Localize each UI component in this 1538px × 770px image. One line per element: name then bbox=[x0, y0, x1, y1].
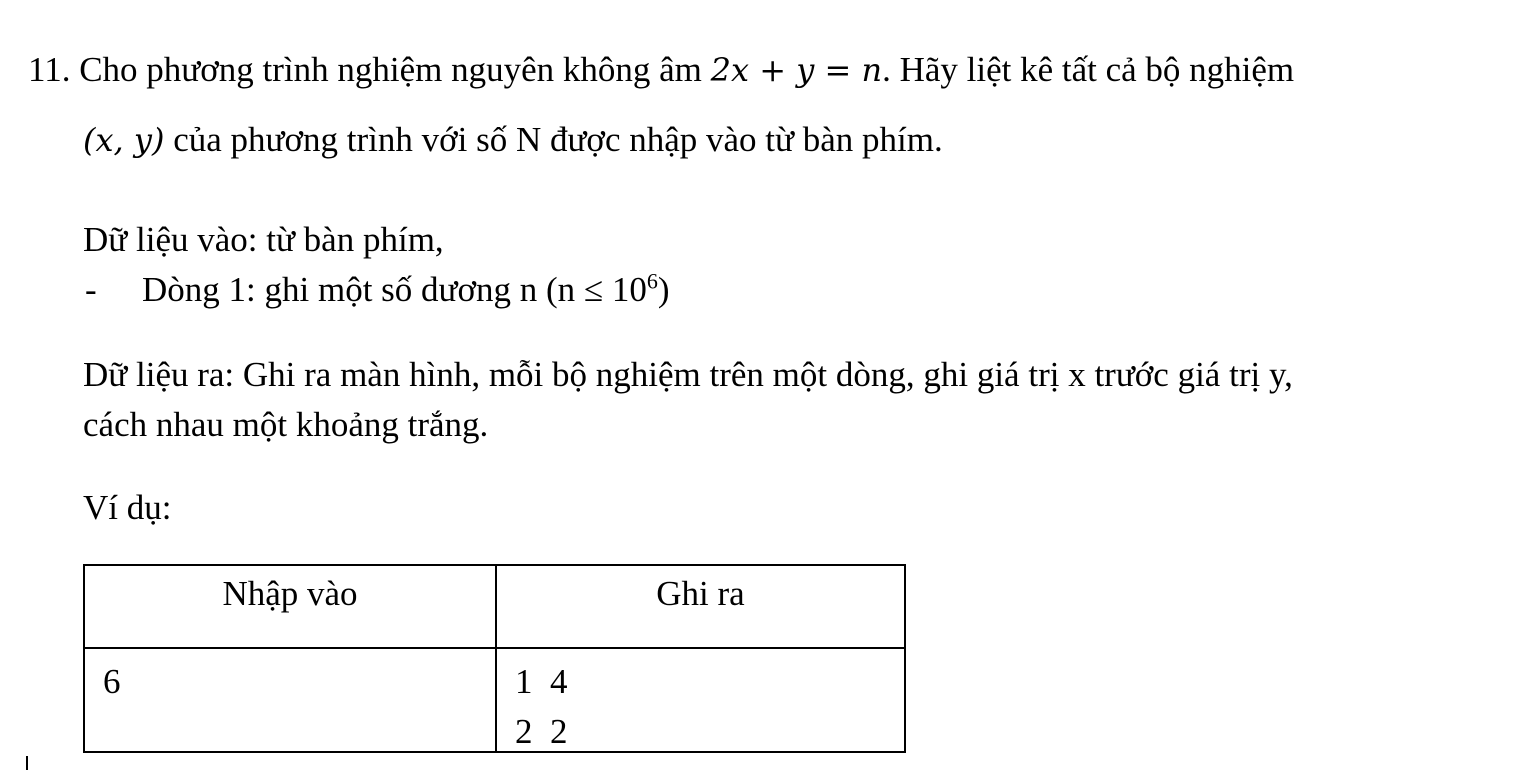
input-bullet-text: Dòng 1: ghi một số dương n (n ≤ 10 bbox=[142, 270, 647, 309]
output-line-1: Dữ liệu ra: Ghi ra màn hình, mỗi bộ nghiệm trên một dòng, ghi giá trị x trước giá trị y, bbox=[83, 355, 1293, 394]
input-column-header: Nhập vào bbox=[222, 574, 358, 613]
input-bullet-close: ) bbox=[657, 270, 670, 309]
input-exponent: 6 bbox=[646, 268, 658, 294]
output-column-header: Ghi ra bbox=[656, 574, 745, 613]
output-line-2-value: 2 2 bbox=[515, 712, 568, 751]
input-heading: Dữ liệu vào: từ bàn phím, bbox=[83, 220, 444, 259]
problem-line-1 bbox=[28, 50, 1294, 90]
output-line-1-value: 1 4 bbox=[515, 662, 568, 701]
solution-pair: (x, y) bbox=[83, 121, 165, 159]
input-bullet bbox=[142, 270, 670, 310]
output-line-2: cách nhau một khoảng trắng. bbox=[83, 405, 489, 444]
equation: 2x + y = n bbox=[710, 51, 883, 89]
text-cursor bbox=[26, 756, 28, 770]
example-table bbox=[83, 564, 906, 753]
output-cell bbox=[497, 649, 904, 751]
problem-number: 11. bbox=[28, 50, 71, 89]
problem-intro-text: Cho phương trình nghiệm nguyên không âm bbox=[79, 50, 711, 89]
bullet-dash: - bbox=[85, 270, 97, 309]
problem-line-2-text: của phương trình với số N được nhập vào từ bàn phím. bbox=[164, 120, 943, 159]
column-divider bbox=[495, 566, 497, 751]
problem-request-text: . Hãy liệt kê tất cả bộ nghiệm bbox=[882, 50, 1295, 89]
problem-line-2 bbox=[83, 120, 943, 160]
example-label: Ví dụ: bbox=[83, 488, 172, 527]
input-cell: 6 bbox=[103, 662, 121, 701]
